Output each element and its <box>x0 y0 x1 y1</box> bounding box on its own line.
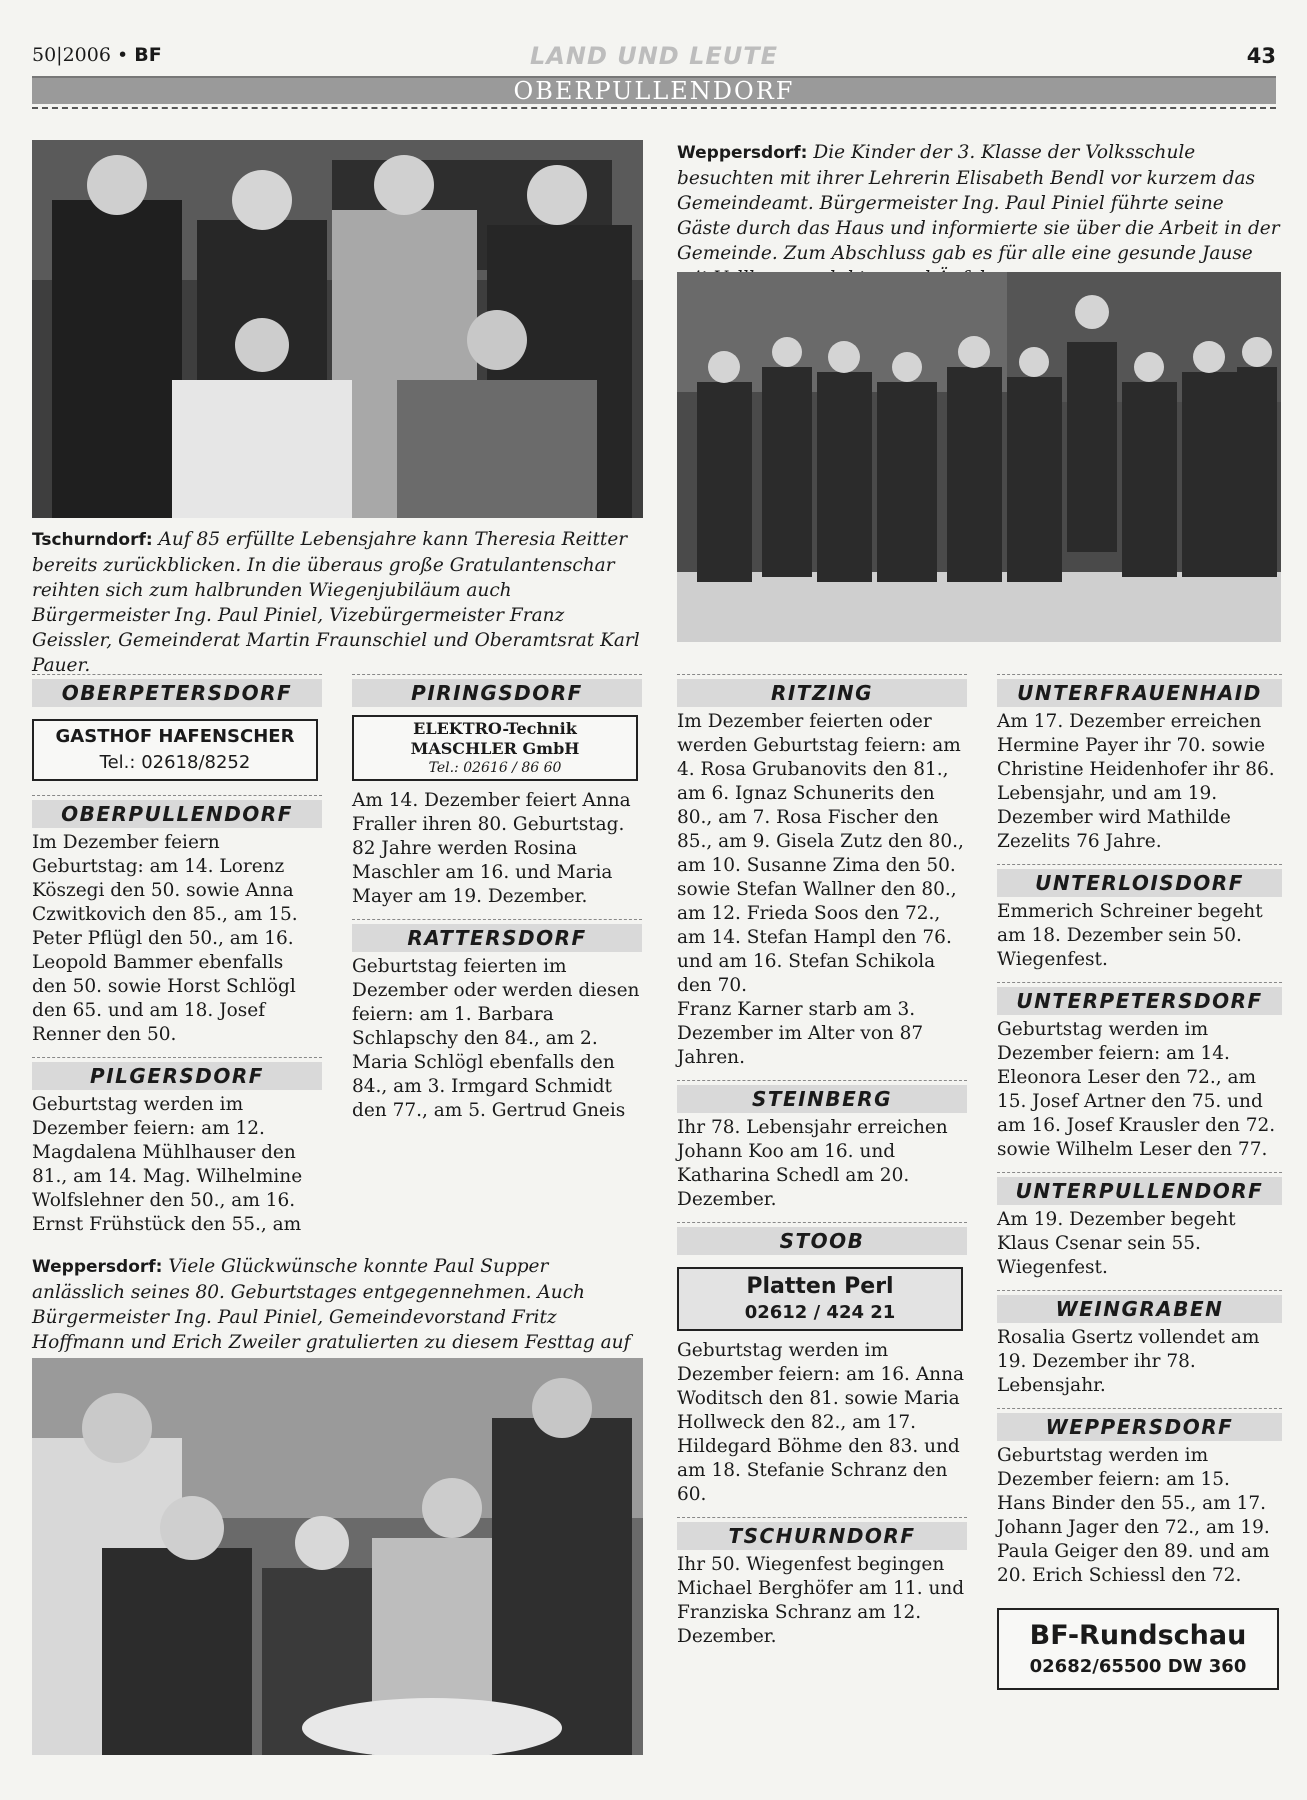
section-text: Im Dezember feierten oder werden Geburtstag feiern: am 4. Rosa Grubanovits den 81., am 6. Ignaz Schunerits den 80., am 7. Rosa Fischer den 85., am 9. Gisela Zutz den 80., am 10. Susanne Zima den 50. sowie Stefan Wallner den 80., am 12. Frieda Soos den 72., am 14. Stefan Hampl den 76. und am 16. Stefan Schikola den 70. <box>677 711 964 996</box>
section-title: UNTERLOISDORF <box>997 869 1282 897</box>
section-title: UNTERPETERSDORF <box>997 987 1282 1015</box>
ad-line: GASTHOF HAFENSCHER <box>55 726 295 747</box>
region-title: OBERPULLENDORF <box>513 77 795 105</box>
column-1 <box>32 674 322 1237</box>
page-header <box>32 44 1276 74</box>
section-rattersdorf <box>352 919 642 952</box>
section-text: Ihr 50. Wiegenfest begingen Michael Berghöfer am 11. und Franziska Schranz am 12. Dezember. <box>677 1554 965 1647</box>
paper-name: BF <box>134 44 162 66</box>
section-oberpullendorf <box>32 795 322 828</box>
caption-place: Weppersdorf: <box>677 143 808 163</box>
section-tschurndorf <box>677 1517 967 1550</box>
ad-platten-perl <box>677 1267 963 1331</box>
section-title: WEINGRABEN <box>997 1295 1282 1323</box>
section-text: Ihr 78. Lebensjahr erreichen Johann Koo am 16. und Katharina Schedl am 20. Dezember. <box>677 1117 948 1210</box>
ad-line: 02612 / 424 21 <box>744 1302 896 1323</box>
weppersdorf-supper-photo <box>32 1358 643 1755</box>
bullet: • <box>116 44 129 66</box>
section-text: Geburtstag werden im Dezember feiern: am 12. Magdalena Mühlhauser den 81., am 14. Mag. Wilhelmine Wolfslehner den 50., am 16. Ernst Frühstück den 55., am <box>32 1094 303 1235</box>
section-ritzing <box>677 674 967 707</box>
ad-elektro-maschler <box>352 715 638 781</box>
section-title: STOOB <box>677 1227 967 1255</box>
ad-line: ELEKTRO-Technik <box>413 719 577 738</box>
ad-line: Tel.: 02618/8252 <box>99 752 251 773</box>
column-3 <box>677 674 967 1649</box>
section-title: UNTERFRAUENHAID <box>997 679 1282 707</box>
section-title: TSCHURNDORF <box>677 1522 967 1550</box>
section-text: Am 14. Dezember feiert Anna Fraller ihren 80. Geburtstag. 82 Jahre werden Rosina Maschler am 16. und Maria Mayer am 19. Dezember. <box>352 790 631 907</box>
section-text: Emmerich Schreiner begeht am 18. Dezember sein 50. Wiegenfest. <box>997 901 1263 970</box>
ad-bf-rundschau <box>997 1608 1279 1690</box>
weppersdorf-school-photo <box>677 272 1281 642</box>
section-weppersdorf <box>997 1408 1282 1441</box>
caption-text: Auf 85 erfüllte Lebensjahre kann Theresia Reitter bereits zurückblicken. In die überaus große Gratulantenschar reihten sich zum halbrunden Wiegenjubiläum auch Bürgermeister Ing. Paul Piniel, Vizebürgermeister Franz Geissler, Gemeinderat Martin Fraunschiel und Oberamtsrat Karl Pauer. <box>32 529 640 676</box>
section-title: PILGERSDORF <box>32 1062 322 1090</box>
caption-text: Die Kinder der 3. Klasse der Volksschule besuchten mit ihrer Lehrerin Elisabeth Bendl vor kurzem das Gemeindeamt. Bürgermeister Ing. Paul Piniel führte seine Gäste durch das Haus und informierte sie über die Arbeit in der Gemeinde. Zum Abschluss gab es für alle eine gesunde Jause <box>677 142 1280 264</box>
column-4 <box>997 674 1282 1698</box>
section-text: Im Dezember feiern Geburtstag: am 14. Lorenz Köszegi den 50. sowie Anna Czwitkovich den 85., am 15. Peter Pflügl den 50., am 16. Leopold Bammer ebenfalls den 50. sowie Horst Schlögl den 65. und am 18. Josef Renner den 50. <box>32 832 298 1045</box>
section-text: Geburtstag werden im Dezember feiern: am 14. Eleonora Leser den 72., am 15. Josef Artner den 75. und am 16. Josef Krausler den 72. sowie Wilhelm Leser den 77. <box>997 1019 1276 1160</box>
caption-place: Weppersdorf: <box>32 1257 163 1277</box>
ad-gasthof-hafenscher <box>32 719 318 781</box>
section-text: Geburtstag feierten im Dezember oder werden diesen feiern: am 1. Barbara Schlapschy den 84., am 2. Maria Schlögl ebenfalls den 84., am 3. Irmgard Schmidt den 77., am 5. Gertrud Gneis <box>352 956 640 1121</box>
section-stoob <box>677 1222 967 1255</box>
section-pilgersdorf <box>32 1057 322 1090</box>
section-unterpullendorf <box>997 1172 1282 1205</box>
section-text: Am 19. Dezember begeht Klaus Csenar sein 55. Wiegenfest. <box>997 1209 1236 1278</box>
ad-line: Platten Perl <box>746 1274 894 1299</box>
section-unterloisdorf <box>997 864 1282 897</box>
ad-line: Tel.: 02616 / 86 60 <box>428 760 562 776</box>
region-banner <box>32 78 1276 104</box>
section-steinberg <box>677 1080 967 1113</box>
tschurndorf-caption <box>32 527 643 678</box>
ad-line: MASCHLER GmbH <box>410 739 580 758</box>
section-oberpetersdorf <box>32 674 322 707</box>
section-text: Franz Karner starb am 3. Dezember im Alter von 87 Jahren. <box>677 999 924 1068</box>
section-weingraben <box>997 1290 1282 1323</box>
section-title: WEPPERSDORF <box>997 1413 1282 1441</box>
issue-number: 50|2006 <box>32 44 111 66</box>
caption-place: Tschurndorf: <box>32 530 153 550</box>
column-2 <box>352 674 642 1123</box>
tschurndorf-photo <box>32 140 643 518</box>
weppersdorf-school-caption <box>677 140 1282 291</box>
section-title: OBERPULLENDORF <box>32 800 322 828</box>
section-title: RATTERSDORF <box>352 924 642 952</box>
section-title: PIRINGSDORF <box>352 679 642 707</box>
section-title: OBERPETERSDORF <box>32 679 322 707</box>
ad-line: BF-Rundschau <box>1029 1620 1247 1651</box>
section-title: STEINBERG <box>677 1085 967 1113</box>
rubric-title: LAND UND LEUTE <box>529 42 779 70</box>
section-unterfrauenhaid <box>997 674 1282 707</box>
section-text: Rosalia Gsertz vollendet am 19. Dezember ihr 78. Lebensjahr. <box>997 1327 1260 1396</box>
section-title: RITZING <box>677 679 967 707</box>
section-title: UNTERPULLENDORF <box>997 1177 1282 1205</box>
section-text: Am 17. Dezember erreichen Hermine Payer ihr 70. sowie Christine Heidenhofer ihr 86. Lebensjahr, und am 19. Dezember wird Mathilde Zezelits 76 Jahre. <box>997 711 1275 852</box>
page-number: 43 <box>1246 44 1276 68</box>
caption-text: Viele Glückwünsche konnte Paul Supper anlässlich seines 80. Geburtstages entgegennehmen. Auch Bürgermeister Ing. Paul Piniel, Gemeindevorstand Fritz Hoffmann und Erich Zweiler gratulierten zu diesem Festtag auf <box>32 1256 631 1353</box>
section-text: Geburtstag werden im Dezember feiern: am 16. Anna Woditsch den 81. sowie Maria Hollweck den 82., am 17. Hildegard Böhme den 83. und am 18. Stefanie Schranz den 60. <box>677 1340 965 1505</box>
section-text: Geburtstag werden im Dezember feiern: am 15. Hans Binder den 55., am 17. Johann Jager den 72., am 19. Paula Geiger den 89. und am 20. Erich Schiessl den 72. <box>997 1445 1270 1586</box>
section-piringsdorf <box>352 674 642 707</box>
dashed-divider <box>32 107 1276 109</box>
section-unterpetersdorf <box>997 982 1282 1015</box>
ad-line: 02682/65500 DW 360 <box>1029 1656 1247 1677</box>
